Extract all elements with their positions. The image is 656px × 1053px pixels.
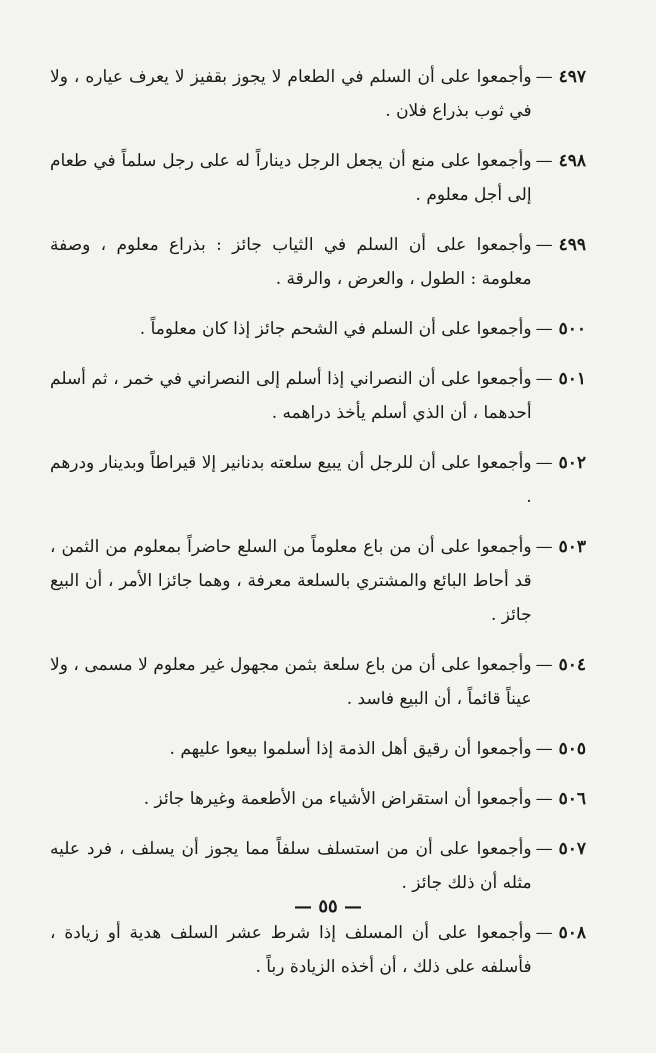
entry-text: وأجمعوا على أن من باع سلعة بثمن مجهول غير معلوم لا مسمى ، ولا عيناً قائماً ، أن البيع فاسد . [50,655,532,709]
entry-text: وأجمعوا على أن للرجل أن يبيع سلعته بدنانير إلا قيراطاً وبدينار ودرهم . [50,453,532,507]
entry-dash: — [535,319,553,339]
entry-number: ٥٠٠ [558,319,586,339]
entry-item [50,446,586,514]
entry-dash: — [535,655,553,675]
entry-item [50,732,586,766]
entry-dash: — [535,923,553,943]
entry-text: وأجمعوا على أن السلم في الشحم جائز إذا كان معلوماً . [139,319,532,339]
entry-number: ٥٠٤ [558,655,586,675]
entry-dash: — [535,537,553,557]
entry-item [50,782,586,816]
entry-item [50,228,586,296]
page-number: — ٥٥ — [294,896,362,917]
entry-number: ٥٠٦ [558,789,586,809]
entry-dash: — [535,151,553,171]
entry-item [50,362,586,430]
entry-text: وأجمعوا أن استقراض الأشياء من الأطعمة وغيرها جائز . [143,789,532,809]
entry-text: وأجمعوا أن رقيق أهل الذمة إذا أسلموا بيعوا عليهم . [169,739,532,759]
entry-item [50,60,586,128]
entry-dash: — [535,739,553,759]
entry-text: وأجمعوا على أن النصراني إذا أسلم إلى النصراني في خمر ، ثم أسلم أحدهما ، أن الذي أسلم يأخذ دراهمه . [50,369,532,423]
entry-item [50,530,586,632]
entry-number: ٤٩٧ [558,67,586,87]
entry-item [50,916,586,984]
entry-item [50,144,586,212]
entry-number: ٥٠٢ [558,453,586,473]
entry-text: وأجمعوا على أن من استسلف سلفاً مما يجوز أن يسلف ، فرد عليه مثله أن ذلك جائز . [50,839,532,893]
entry-item [50,648,586,716]
entries-list [50,60,586,984]
entry-text: وأجمعوا على أن السلم في الطعام لا يجوز بقفيز لا يعرف عياره ، ولا في ثوب بذراع فلان . [50,67,532,121]
entry-text: وأجمعوا على منع أن يجعل الرجل ديناراً له على رجل سلماً في طعام إلى أجل معلوم . [50,151,532,205]
entry-text: وأجمعوا على أن من باع معلوماً من السلع حاضراً بمعلوم من الثمن ، قد أحاط البائع والمشتري بالسلعة معرفة ، وهما جائزا الأمر ، أن البيع جائز . [50,537,532,625]
entry-dash: — [535,839,553,859]
entry-number: ٤٩٩ [558,235,586,255]
entry-item [50,312,586,346]
entry-number: ٥٠٥ [558,739,586,759]
entry-text: وأجمعوا على أن المسلف إذا شرط عشر السلف هدية أو زيادة ، فأسلفه على ذلك ، أن أخذه الزيادة رباً . [50,923,532,977]
entry-text: وأجمعوا على أن السلم في الثياب جائز : بذراع معلوم ، وصفة معلومة : الطول ، والعرض ، والرقة . [50,235,532,289]
entry-number: ٥٠٧ [558,839,586,859]
entry-dash: — [535,369,553,389]
entry-number: ٥٠١ [558,369,586,389]
entry-item [50,832,586,900]
entry-dash: — [535,789,553,809]
entry-number: ٤٩٨ [558,151,586,171]
entry-number: ٥٠٣ [558,537,586,557]
entry-dash: — [535,453,553,473]
entry-dash: — [535,67,553,87]
entry-dash: — [535,235,553,255]
entry-number: ٥٠٨ [558,923,586,943]
